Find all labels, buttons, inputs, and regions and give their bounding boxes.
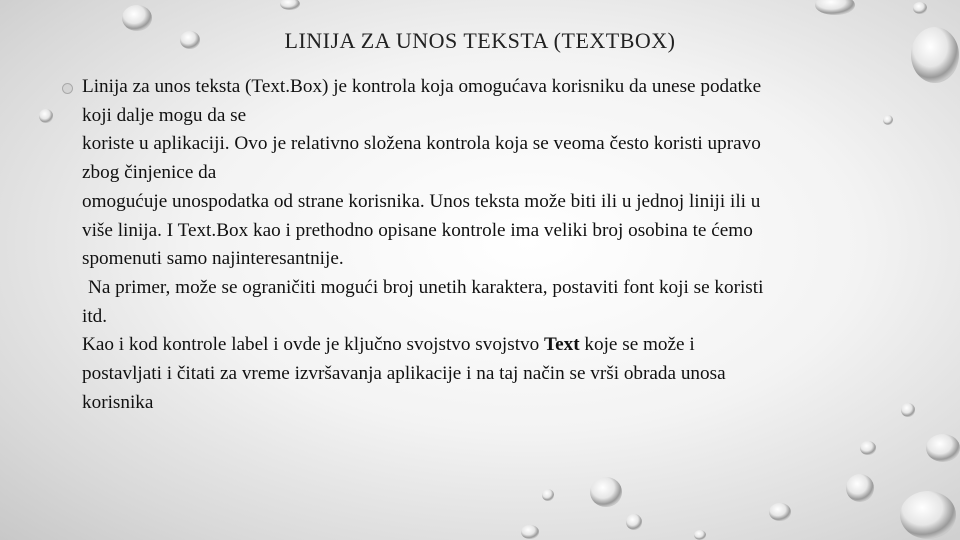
body-line: korisnika [82, 391, 154, 413]
slide-title: LINIJA ZA UNOS TEKSTA (TEXTBOX) [284, 28, 676, 53]
body-line: zbog činjenice da [82, 162, 217, 184]
slide-body [82, 73, 942, 417]
bold-keyword: Text [544, 334, 580, 356]
body-line: spomenuti samo najinteresantnije. [82, 248, 344, 270]
body-line: koriste u aplikaciji. Ovo je relativno složena kontrola koja se veoma često koristi upravo [82, 133, 761, 155]
body-line: koji dalje mogu da se [82, 104, 247, 126]
body-line: postavljati i čitati za vreme izvršavanja aplikacije i na taj način se vrši obrada unosa [82, 363, 726, 385]
body-line: itd. [82, 305, 108, 327]
body-line: Kao i kod kontrole label i ovde je ključno svojstvo svojstvo Text koje se može i [82, 334, 695, 356]
bullet-icon [62, 83, 73, 94]
body-line: omogućuje unospodatka od strane korisnika. Unos teksta može biti ili u jednoj liniji ili u [82, 190, 761, 212]
body-line: Linija za unos teksta (Text.Box) je kontrola koja omogućava korisniku da unese podatke [82, 73, 942, 102]
body-text [82, 73, 942, 417]
body-line: Na primer, može se ograničiti mogući broj unetih karaktera, postaviti font koji se koristi [88, 276, 764, 298]
body-line: više linija. I Text.Box kao i prethodno opisane kontrole ima veliki broj osobina te ćemo [82, 219, 753, 241]
